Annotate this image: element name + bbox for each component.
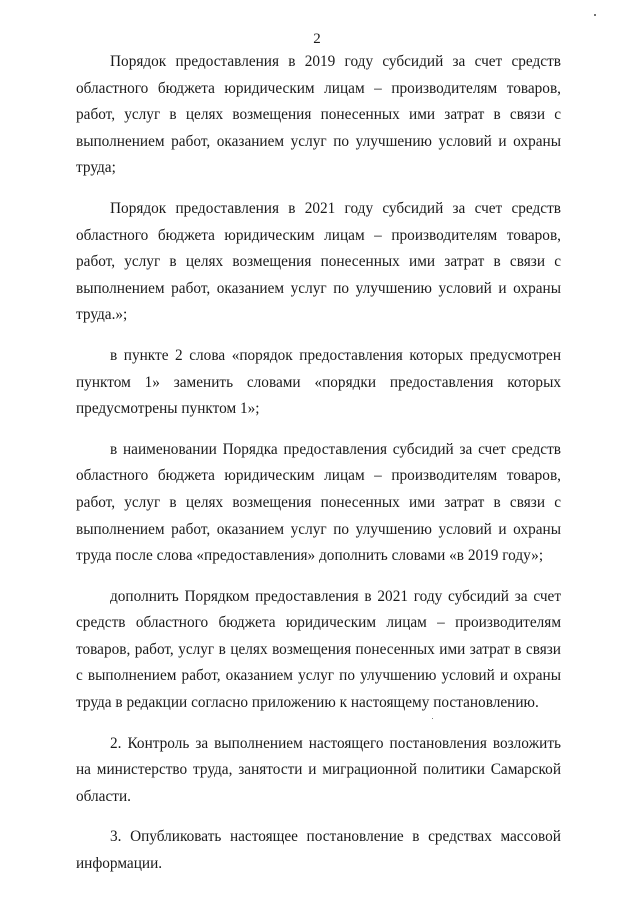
paragraph-item-3-publish: 3. Опубликовать настоящее постановление в средствах массовой информации.	[76, 828, 561, 873]
document-body	[76, 49, 561, 878]
scan-speck	[432, 718, 433, 719]
paragraph-item-2-control: 2. Контроль за выполнением настоящего постановления возложить на министерство труда, занятости и миграционной политики Самарской области.	[76, 734, 561, 805]
paragraph-order-2019: Порядок предоставления в 2019 году субсидий за счет средств областного бюджета юридическим лицам – производителям товаров, работ, услуг в целях возмещения понесенных ими затрат в связи с выполнением работ, оказанием услуг по улучшению условий и охраны труда;	[76, 53, 561, 177]
paragraph-clause-2-amendment: в пункте 2 слова «порядок предоставления которых предусмотрен пунктом 1» заменить словами «порядки предоставления которых предусмотрены пунктом 1»;	[76, 346, 561, 418]
scan-speck	[594, 14, 596, 16]
page-number: 2	[313, 31, 321, 47]
paragraph-title-amendment: в наименовании Порядка предоставления субсидий за счет средств областного бюджета юридическим лицам – производителям товаров, работ, услуг в целях возмещения понесенных ими затрат в связи с выполнением работ, оказанием услуг по улучшению условий и охраны труда после слова «предоставления» дополнить словами «в 2019 году»;	[76, 440, 561, 565]
paragraph-supplement-order: дополнить Порядком предоставления в 2021 году субсидий за счет средств областного бюджета юридическим лицам – производителям товаров, работ, услуг в целях возмещения понесенных ими затрат в связи с выполнением работ, оказанием услуг по улучшению условий и охраны труда в редакции согласно приложению к настоящему постановлению.	[76, 587, 561, 712]
paragraph-order-2021: Порядок предоставления в 2021 году субсидий за счет средств областного бюджета юридическим лицам – производителям товаров, работ, услуг в целях возмещения понесенных ими затрат в связи с выполнением работ, оказанием услуг по улучшению условий и охраны труда.»;	[76, 199, 561, 324]
